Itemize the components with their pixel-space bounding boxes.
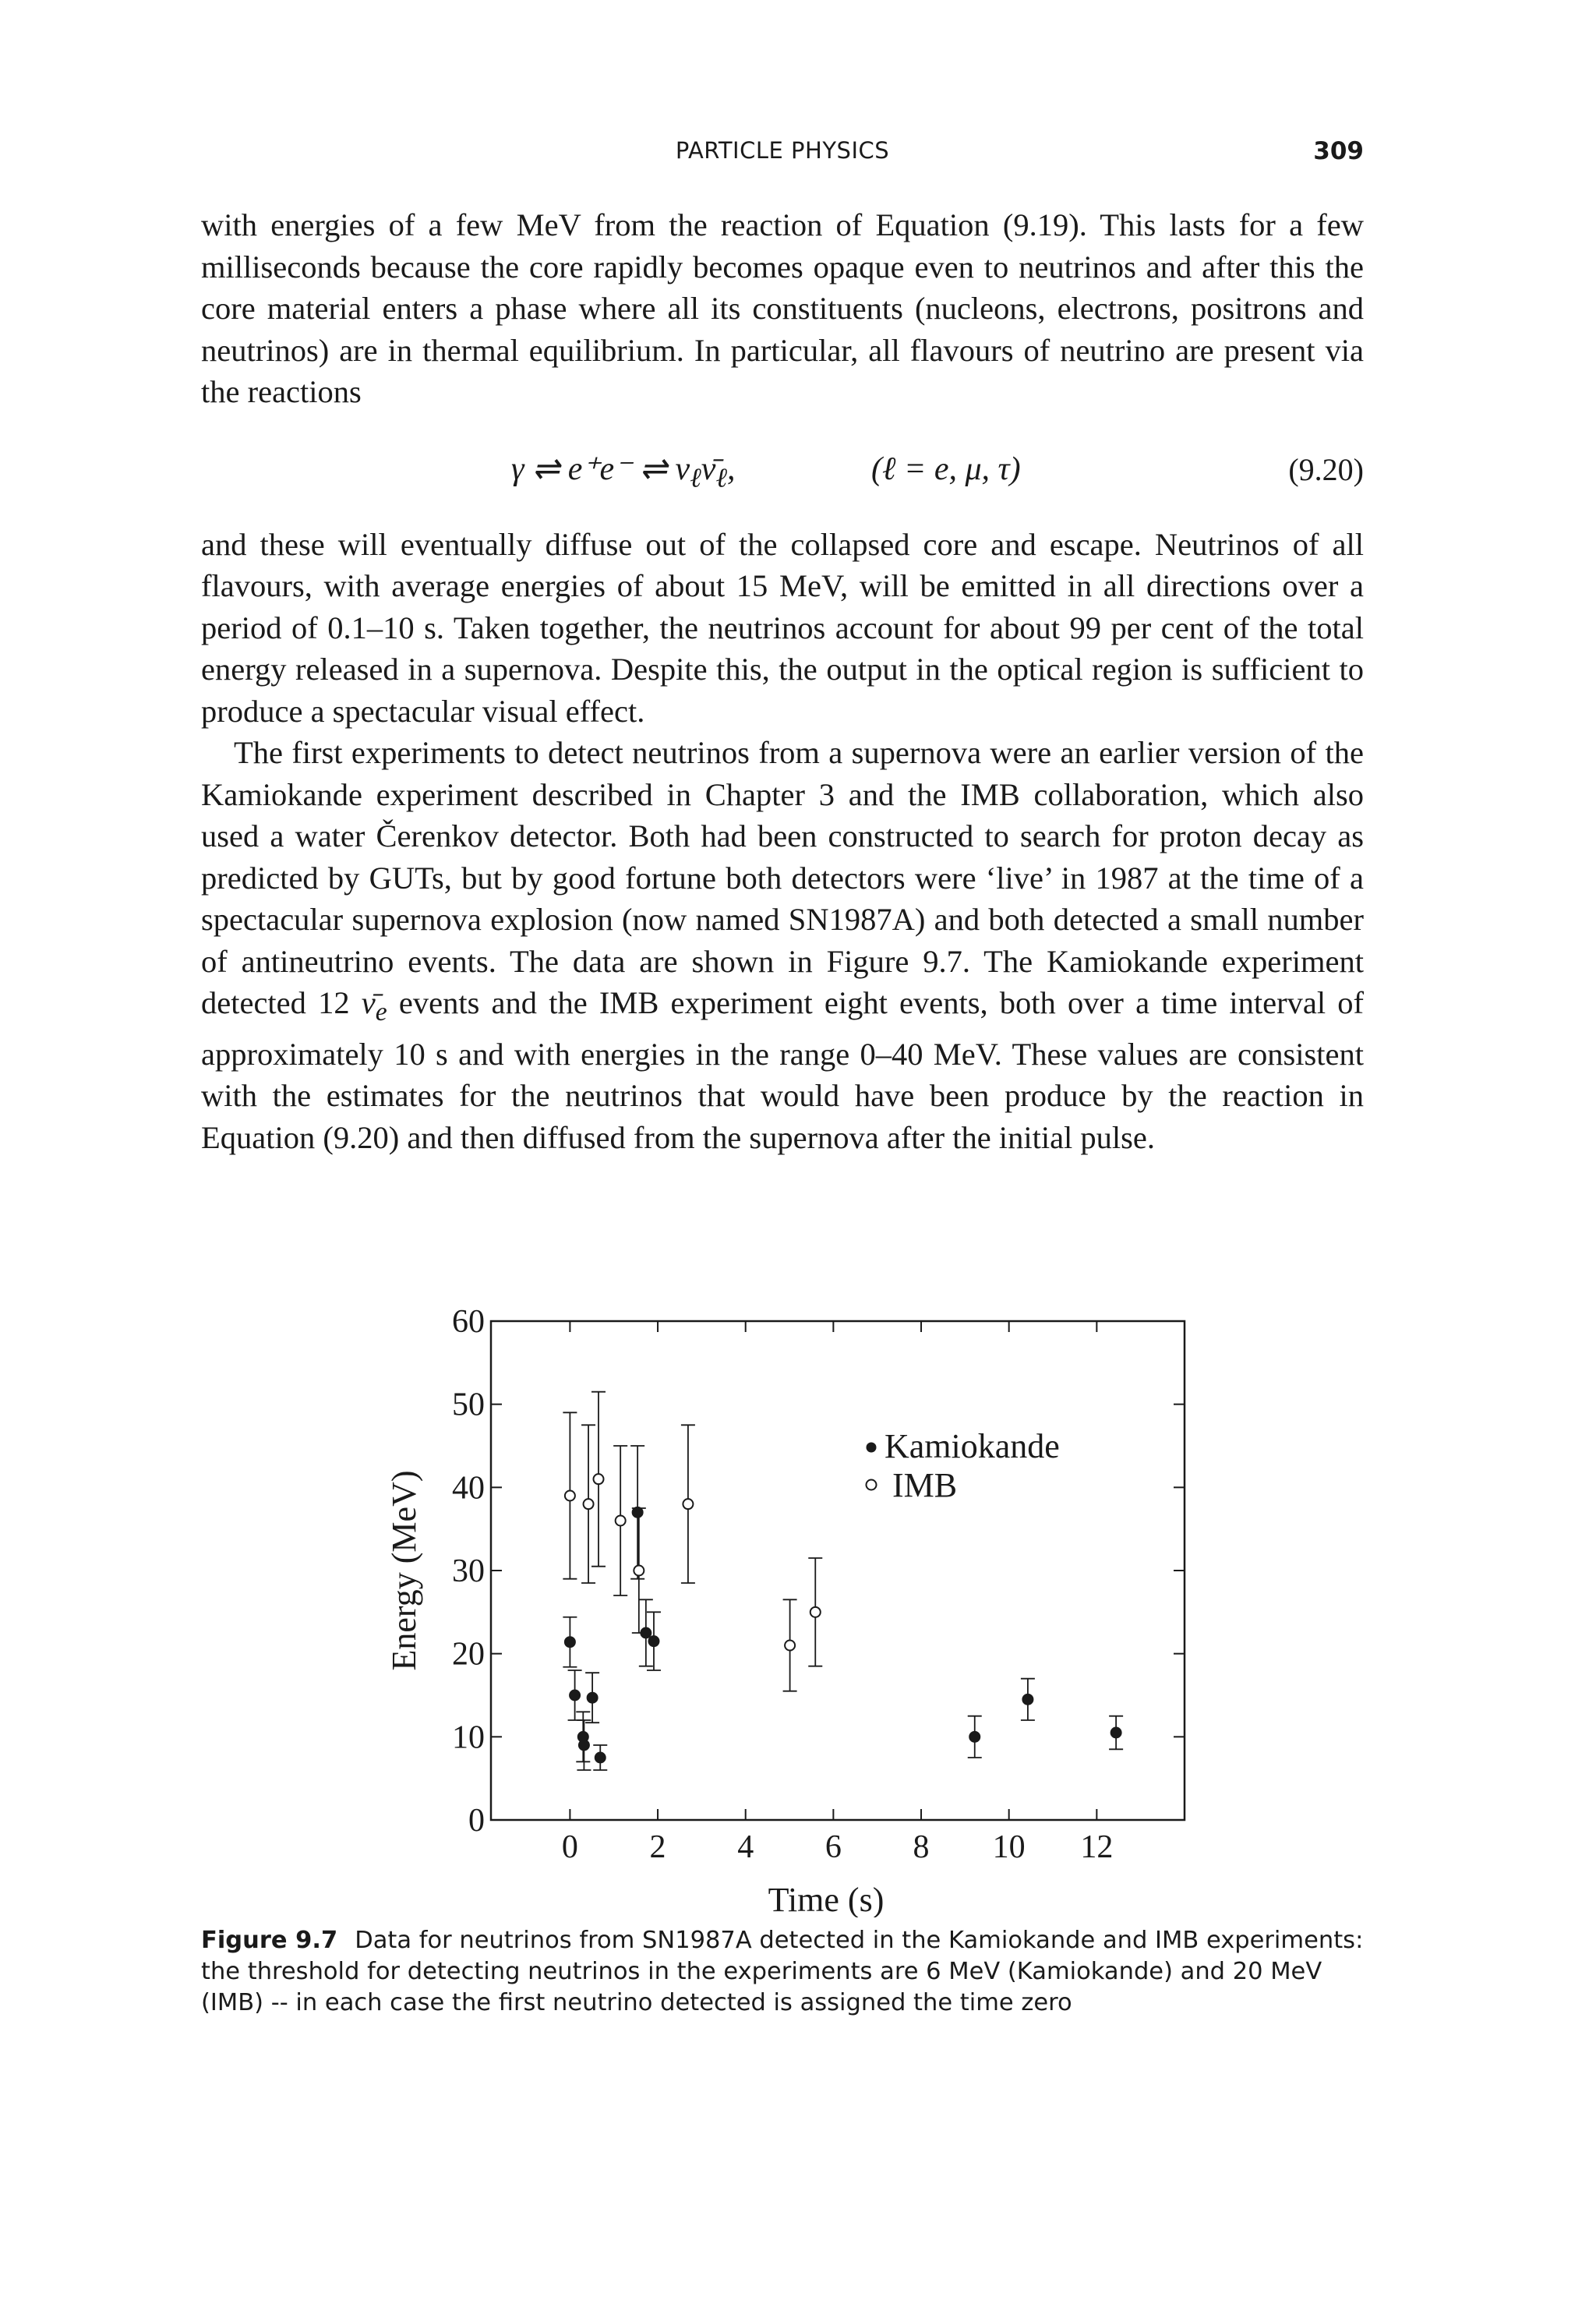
body-text <box>201 204 1364 1158</box>
equation-reaction <box>511 449 736 499</box>
imb-data-point <box>785 1641 795 1651</box>
paragraph-3 <box>201 732 1364 1158</box>
neutrino-chart <box>343 1278 1278 1917</box>
imb-data-point <box>584 1499 594 1509</box>
x-tick-label: 10 <box>992 1829 1026 1865</box>
equation-sub-1: ℓ <box>690 461 701 493</box>
legend-label-imb: IMB <box>892 1466 958 1504</box>
y-tick-label: 30 <box>452 1553 485 1589</box>
imb-data-point <box>810 1607 821 1617</box>
y-tick-label: 60 <box>452 1304 485 1340</box>
paragraph-1: with energies of a few MeV from the reaction of Equation (9.19). This lasts for a few milliseconds because the core rapidly becomes opaque even to neutrinos and after this the core material enters a phase where all its constituents (nucleons, electrons, positrons and neutrinos) are in thermal equilibrium. In particular, all flavours of neutrino are present via the reactions <box>201 207 1364 409</box>
equation-condition: (ℓ = e, μ, τ) <box>871 451 1021 487</box>
y-axis-label: Energy (MeV) <box>385 1470 423 1671</box>
kamiokande-data-point <box>565 1637 575 1647</box>
caption-label: Figure 9.7 <box>201 1927 338 1954</box>
imb-data-point <box>683 1499 693 1509</box>
kamiokande-data-point <box>570 1691 580 1701</box>
imb-data-point <box>565 1491 575 1501</box>
kamiokande-data-point <box>633 1507 643 1518</box>
running-head: PARTICLE PHYSICS <box>675 137 890 164</box>
antineutrino-nubar: ν̄ <box>361 985 376 1020</box>
equation-comma: , <box>727 451 736 487</box>
antineutrino-symbol <box>361 985 387 1027</box>
paragraph-3-end: events and the IMB experiment eight events, both over a time interval of approximately 10 s and with energies in the range 0–40 MeV. These values are consistent with the estimates for the neutrinos that would have been produce by the reaction in Equation (9.20) and then diffused from the supernova after the initial pulse. <box>201 985 1364 1155</box>
y-tick-label: 20 <box>452 1636 485 1673</box>
x-tick-label: 2 <box>649 1829 666 1865</box>
figure-caption <box>201 1925 1364 2019</box>
equation-lhs: γ ⇌ e⁺e⁻ ⇌ ν <box>511 451 690 487</box>
antineutrino-sub: e <box>375 998 387 1027</box>
kamiokande-data-point <box>588 1693 598 1703</box>
equation-nubar: ν̄ <box>701 451 716 487</box>
imb-data-point <box>616 1516 626 1526</box>
kamiokande-data-point <box>579 1740 589 1751</box>
x-axis-label: Time (s) <box>768 1881 885 1917</box>
paragraph-2: and these will eventually diffuse out of the collapsed core and escape. Neutrinos of all flavours, with average energies of about 15 MeV, will be emitted in all directions over a period of 0.1–10 s. Taken together, the neutrinos account for about 99 per cent of the total energy released in a supernova. Despite this, the output in the optical region is sufficient to produce a spectacular visual effect. <box>201 526 1364 729</box>
y-tick-label: 10 <box>452 1719 485 1756</box>
kamiokande-data-point <box>648 1636 659 1646</box>
equation-sub-2: ℓ <box>715 461 728 493</box>
legend-label-kamiokande: Kamiokande <box>885 1427 1060 1465</box>
x-tick-label: 12 <box>1080 1829 1114 1865</box>
x-tick-label: 0 <box>561 1829 578 1865</box>
figure-9-7 <box>343 1278 1278 1917</box>
caption-text: Data for neutrinos from SN1987A detected in the Kamiokande and IMB experiments: the threshold for detecting neutrinos in the experiments are 6 MeV (Kamiokande) and 20 MeV (IMB) -- in each case the first neutrino detected is assigned the time zero <box>201 1927 1364 2016</box>
page-header <box>201 137 1364 171</box>
imb-data-point <box>594 1474 604 1484</box>
kamiokande-data-point <box>1111 1728 1121 1738</box>
kamiokande-data-point <box>595 1753 606 1763</box>
kamiokande-data-point <box>641 1628 651 1638</box>
x-tick-label: 4 <box>737 1829 754 1865</box>
equation-number: (9.20) <box>1288 451 1364 487</box>
x-tick-label: 8 <box>913 1829 930 1865</box>
y-tick-label: 50 <box>452 1387 485 1423</box>
imb-data-point <box>634 1566 644 1576</box>
y-tick-label: 0 <box>468 1803 485 1839</box>
x-tick-label: 6 <box>824 1829 842 1865</box>
legend-marker-imb <box>867 1480 877 1490</box>
kamiokande-data-point <box>1022 1694 1033 1705</box>
chart-legend <box>867 1427 1060 1504</box>
page-number: 309 <box>1313 137 1364 165</box>
legend-marker-kamiokande <box>867 1443 877 1453</box>
equation-9-20 <box>201 432 1364 508</box>
y-tick-label: 40 <box>452 1470 485 1507</box>
paragraph-3-start: The first experiments to detect neutrinos from a supernova were an earlier version of the Kamiokande experiment described in Chapter 3 and the IMB collaboration, which also used a water Čerenkov detector. Both had been constructed to search for proton decay as predicted by GUTs, but by good fortune both detectors were ‘live’ in 1987 at the time of a spectacular supernova explosion (now named SN1987A) and both detected a small number of antineutrino events. The data are shown in Figure 9.7. The Kamiokande experiment detected 12 <box>201 735 1364 1020</box>
kamiokande-data-point <box>969 1732 980 1742</box>
